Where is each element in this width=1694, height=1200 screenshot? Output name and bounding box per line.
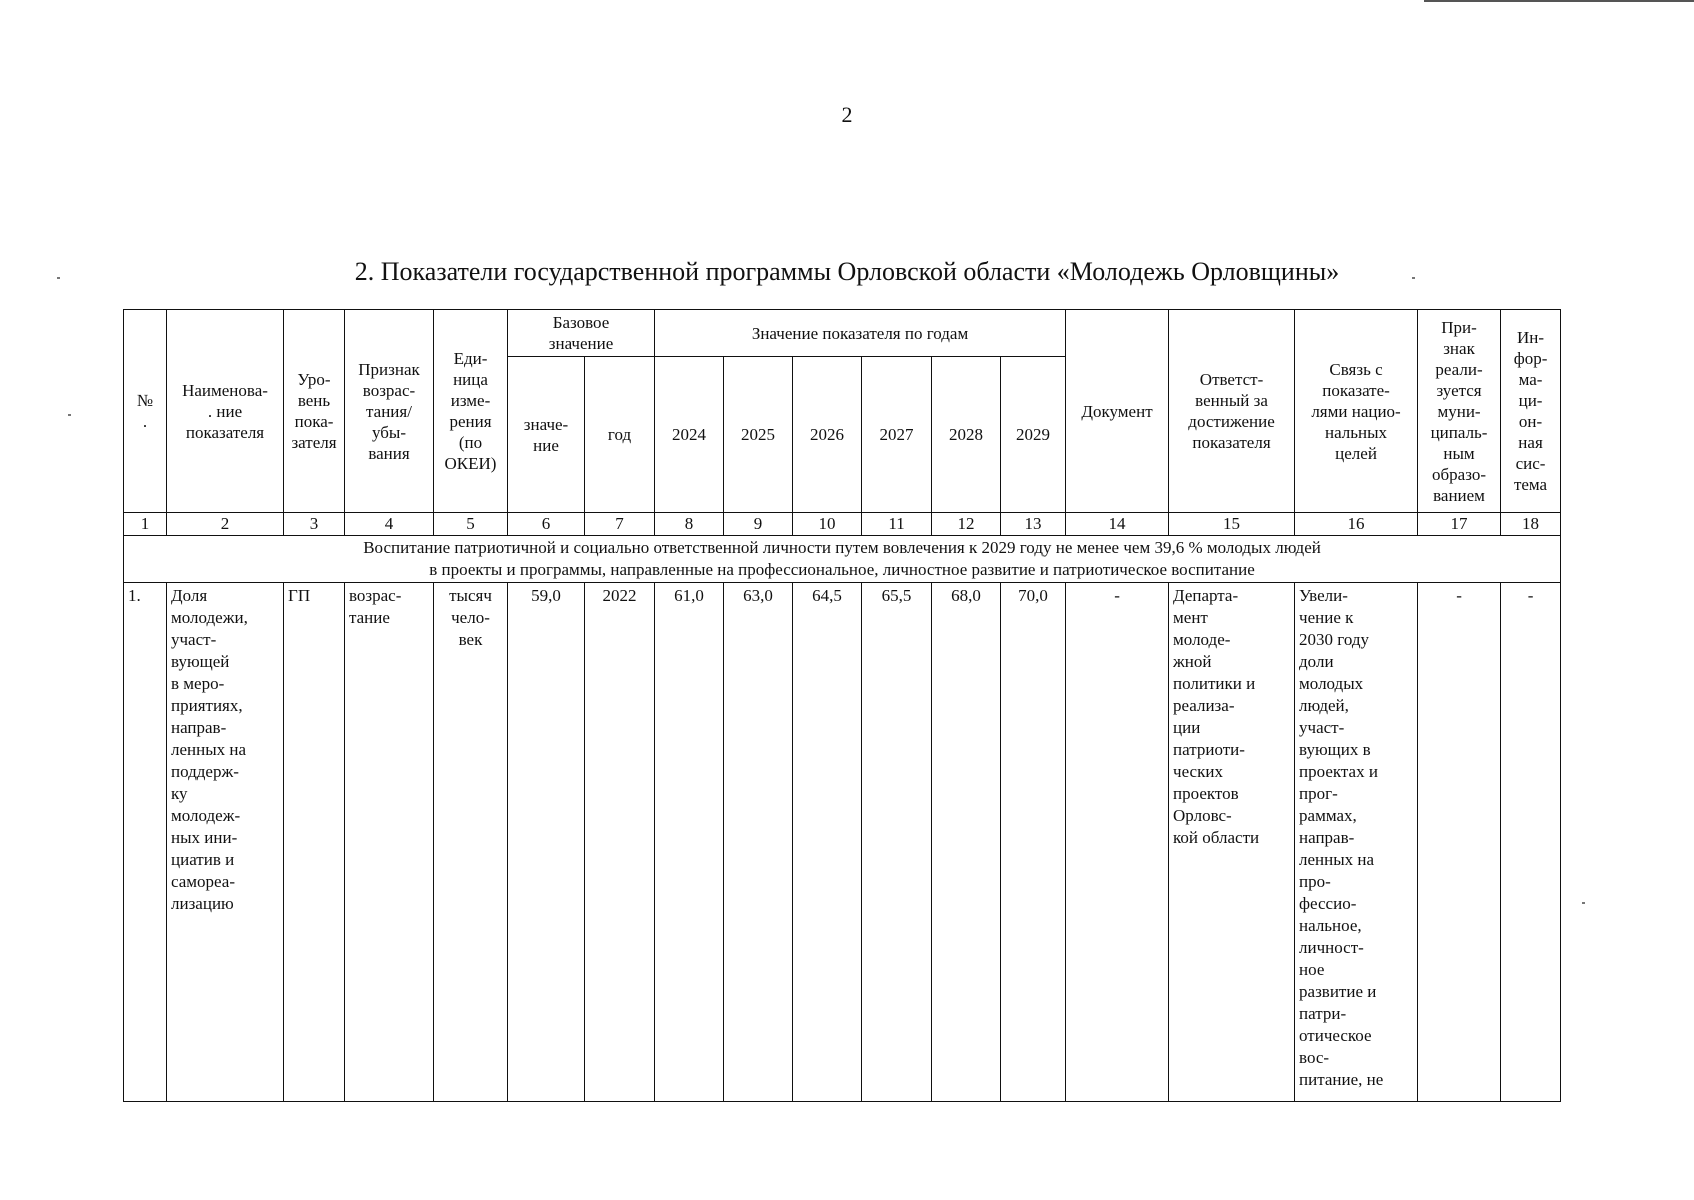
- header-unit: Еди- ница изме- рения (по ОКЕИ): [434, 310, 508, 513]
- page-title: 2. Показатели государственной программы Орловской области «Молодежь Орловщины»: [354, 257, 1340, 286]
- header-base-value: значе- ние: [508, 357, 585, 513]
- scan-speck: [1582, 902, 1585, 904]
- municipal-sign: -: [1418, 583, 1501, 1102]
- header-years-group: Значение показателя по годам: [655, 310, 1066, 357]
- indicator-sign: возрас- тание: [345, 583, 434, 1102]
- top-edge-line: [1424, 0, 1694, 2]
- column-number: 18: [1501, 513, 1561, 536]
- indicator-level: ГП: [284, 583, 345, 1102]
- column-number: 9: [724, 513, 793, 536]
- responsible: Департа- мент молоде- жной политики и реализа- ции патриоти- ческих проектов Орловс- кой области: [1169, 583, 1295, 1102]
- header-year-2026: 2026: [793, 357, 862, 513]
- header-year-2024: 2024: [655, 357, 724, 513]
- column-number: 4: [345, 513, 434, 536]
- column-number: 16: [1295, 513, 1418, 536]
- header-link: Связь с показате- лями нацио- нальных целей: [1295, 310, 1418, 513]
- information-system: -: [1501, 583, 1561, 1102]
- national-goal-link: Увели- чение к 2030 году доли молодых людей, участ- вующих в проектах и прог- раммах, направ- ленных на про- фессио- нальное, личност- ное развитие и патри- отическое вос- питание, не: [1295, 583, 1418, 1102]
- value-2026: 64,5: [793, 583, 862, 1102]
- header-level: Уро- вень пока- зателя: [284, 310, 345, 513]
- goal-row: Воспитание патриотичной и социально ответственной личности путем вовлечения к 2029 году не менее чем 39,6 % молодых людей в проекты и программы, направленные на профессиональное, личностное развитие и патриотическое воспитание: [124, 536, 1561, 583]
- column-number: 7: [585, 513, 655, 536]
- header-base-group: Базовое значение: [508, 310, 655, 357]
- value-2028: 68,0: [932, 583, 1001, 1102]
- document: -: [1066, 583, 1169, 1102]
- base-value: 59,0: [508, 583, 585, 1102]
- column-number: 10: [793, 513, 862, 536]
- column-number: 15: [1169, 513, 1295, 536]
- indicators-table: [123, 309, 1561, 1102]
- value-2029: 70,0: [1001, 583, 1066, 1102]
- header-info: Ин- фор- ма- ци- он- ная сис- тема: [1501, 310, 1561, 513]
- header-responsible: Ответст- венный за достижение показателя: [1169, 310, 1295, 513]
- header-year-2029: 2029: [1001, 357, 1066, 513]
- header-name: Наименова- . ние показателя: [167, 310, 284, 513]
- scan-speck: [68, 414, 71, 416]
- column-number: 5: [434, 513, 508, 536]
- column-number: 8: [655, 513, 724, 536]
- page-number: 2: [841, 102, 853, 127]
- header-document: Документ: [1066, 310, 1169, 513]
- header-year-2025: 2025: [724, 357, 793, 513]
- row-number: 1.: [124, 583, 167, 1102]
- base-year: 2022: [585, 583, 655, 1102]
- column-number: 17: [1418, 513, 1501, 536]
- column-number: 13: [1001, 513, 1066, 536]
- indicator-name: Доля молодежи, участ- вующей в меро- приятиях, направ- ленных на поддерж- ку молодеж- ных ини- циатив и самореа- лизацию: [167, 583, 284, 1102]
- column-number: 14: [1066, 513, 1169, 536]
- header-year-2028: 2028: [932, 357, 1001, 513]
- value-2027: 65,5: [862, 583, 932, 1102]
- column-number: 3: [284, 513, 345, 536]
- header-no: № .: [124, 310, 167, 513]
- value-2025: 63,0: [724, 583, 793, 1102]
- column-number: 6: [508, 513, 585, 536]
- column-number: 12: [932, 513, 1001, 536]
- scan-speck: [57, 277, 60, 279]
- indicator-unit: тысяч чело- век: [434, 583, 508, 1102]
- column-number: 11: [862, 513, 932, 536]
- header-year-2027: 2027: [862, 357, 932, 513]
- header-sign: Признак возрас- тания/ убы- вания: [345, 310, 434, 513]
- scan-speck: [1412, 277, 1415, 279]
- value-2024: 61,0: [655, 583, 724, 1102]
- column-number: 2: [167, 513, 284, 536]
- table-row: [124, 583, 1561, 1102]
- header-municipal: При- знак реали- зуется муни- ципаль- ным образо- ванием: [1418, 310, 1501, 513]
- column-number: 1: [124, 513, 167, 536]
- header-base-year: год: [585, 357, 655, 513]
